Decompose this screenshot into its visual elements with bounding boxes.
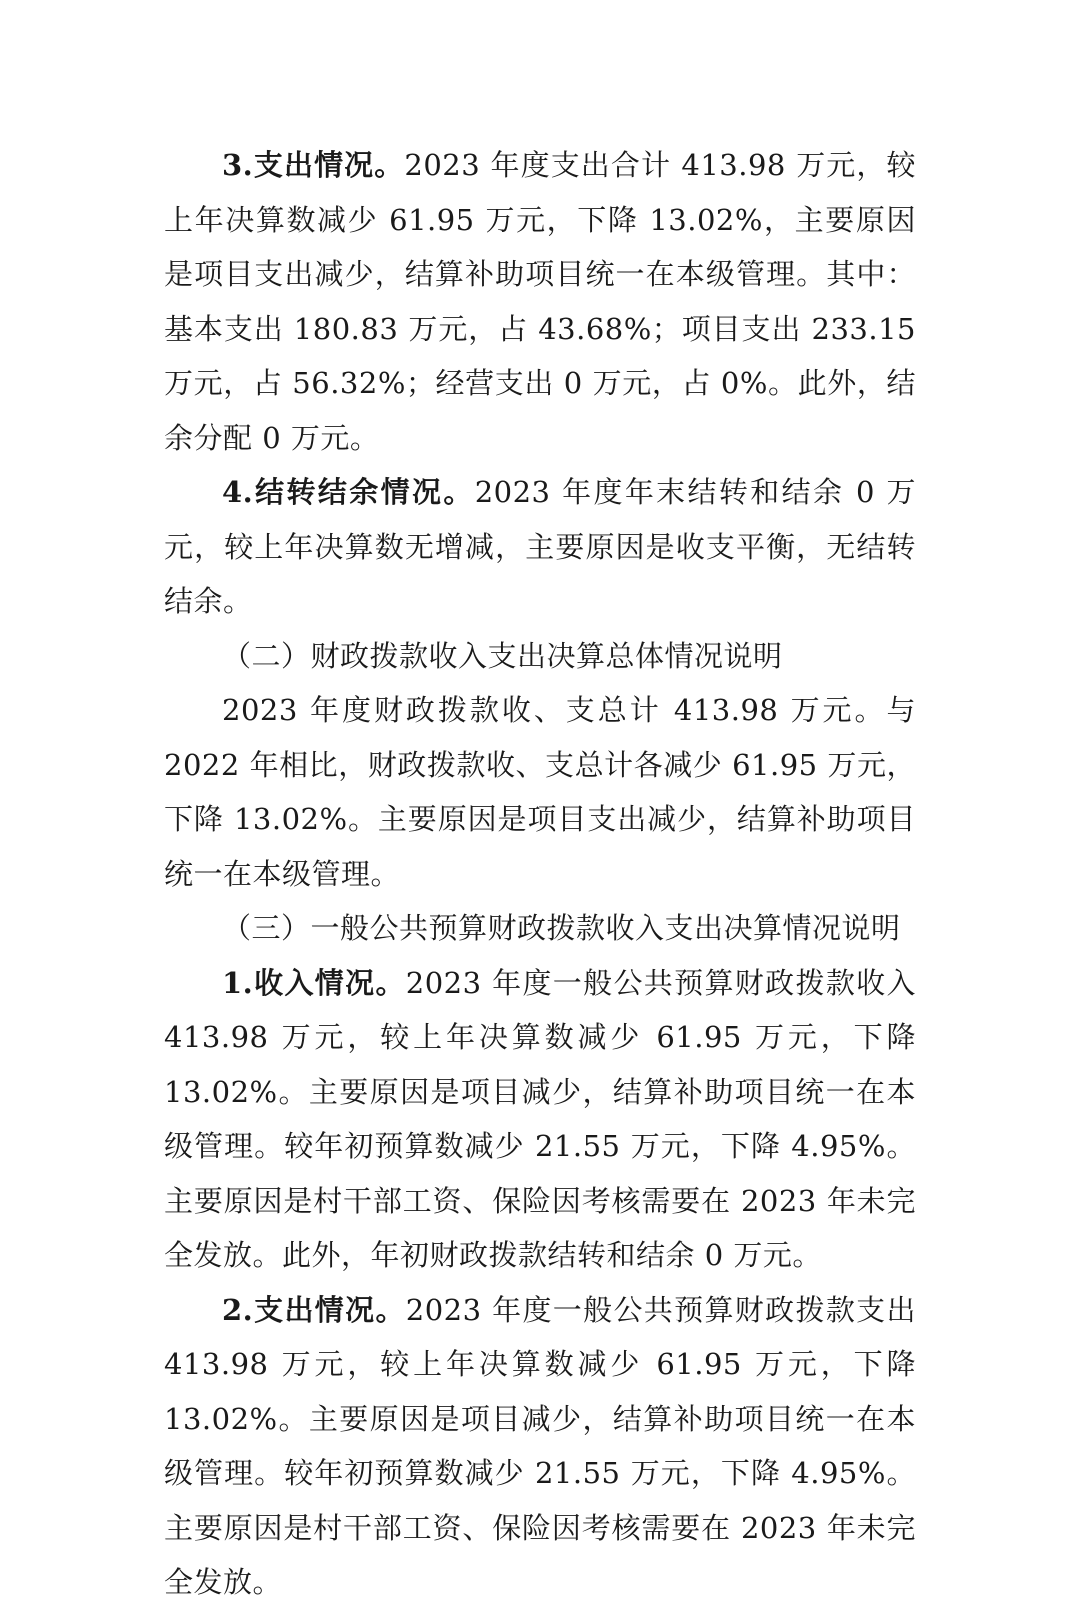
paragraph-text: 2023 年度年末结转和结余 0 万元，较上年决算数无增减，主要原因是收支平衡，无结转结余。 — [164, 475, 916, 618]
paragraph-text: 2023 年度一般公共预算财政拨款支出 413.98 万元，较上年决算数减少 61.95 万元，下降 13.02%。主要原因是项目减少，结算补助项目统一在本级管理。较年初预算数减少 21.55 万元，下降 4.95%。主要原因是村干部工资、保险因考核需要在 2023 年未完全发放。 — [164, 1292, 916, 1599]
paragraph-fiscal-overall: 2023 年度财政拨款收、支总计 413.98 万元。与 2022 年相比，财政拨款收、支总计各减少 61.95 万元，下降 13.02%。主要原因是项目支出减少，结算补助项目统一在本级管理。 — [164, 693, 916, 891]
paragraph-lead: 4.结转结余情况。 — [222, 475, 475, 509]
paragraph-expenditure — [164, 138, 916, 465]
paragraph-budget-expenditure — [164, 1283, 916, 1610]
section-heading-general-budget: （三）一般公共预算财政拨款收入支出决算情况说明 — [222, 911, 901, 945]
paragraph-text: 2023 年度支出合计 413.98 万元，较上年决算数减少 61.95 万元，下降 13.02%，主要原因是项目支出减少，结算补助项目统一在本级管理。其中：基本支出 180.83 万元，占 43.68%；项目支出 233.15 万元，占 56.32%；经营支出 0 万元，占 0%。此外，结余分配 0 万元。 — [164, 148, 916, 455]
section-heading-fiscal-overall: （二）财政拨款收入支出决算总体情况说明 — [222, 638, 783, 673]
paragraph-text: 2023 年度一般公共预算财政拨款收入 413.98 万元，较上年决算数减少 61.95 万元，下降 13.02%。主要原因是项目减少，结算补助项目统一在本级管理。较年初预算数减少 21.55 万元，下降 4.95%。主要原因是村干部工资、保险因考核需要在 2023 年未完全发放。此外，年初财政拨款结转和结余 0 万元。 — [164, 965, 916, 1272]
paragraph-lead: 3.支出情况。 — [222, 148, 405, 182]
paragraph-carryover — [164, 465, 916, 629]
paragraph-lead: 2.支出情况。 — [222, 1292, 406, 1327]
paragraph-income — [164, 956, 916, 1283]
document-body — [164, 138, 916, 1610]
paragraph-lead: 1.收入情况。 — [222, 965, 406, 1000]
